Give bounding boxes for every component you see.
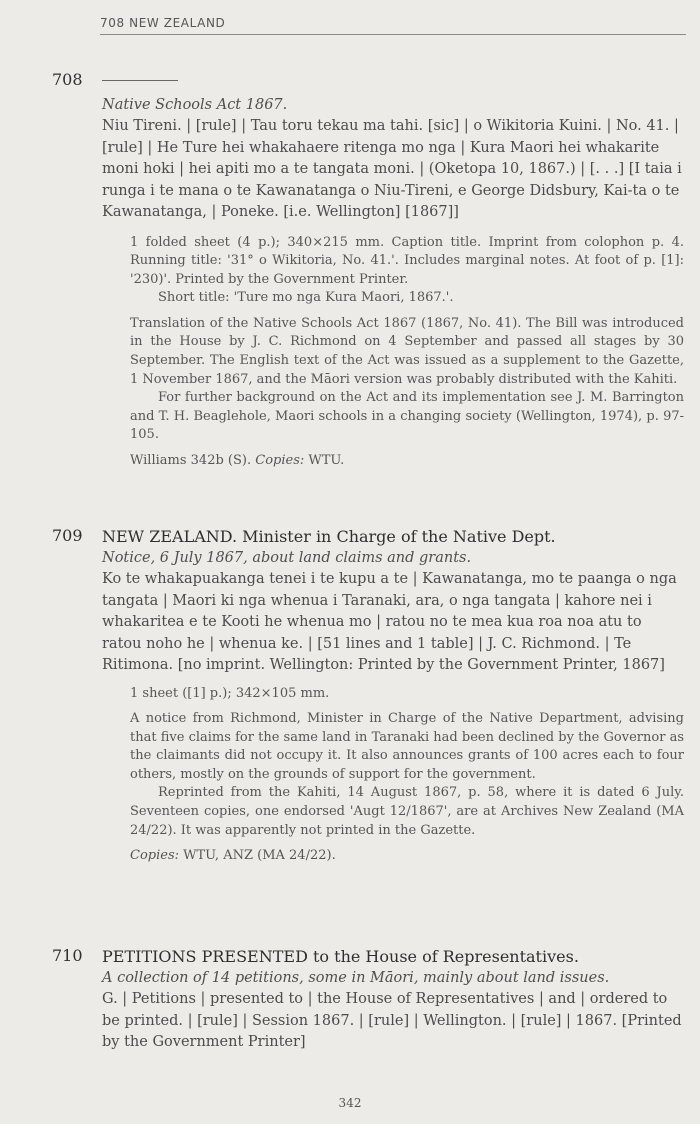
note-paragraph: Reprinted from the Kahiti, 14 August 1867, p. 58, where it is dated 6 July. Seventeen copies, one endorsed 'Augt 12/1867', are at Archives New Zealand (MA 24/22). It was apparently not printed in the Gazette. (130, 785, 684, 838)
physical-description: 1 folded sheet (4 p.); 340×215 mm. Caption title. Imprint from colophon p. 4. Running title: '31° o Wikitoria, No. 41.'. Includes marginal notes. At foot of p. [1]: '230)'. Printed by the Government Printer. (130, 234, 684, 287)
note-paragraph: For further background on the Act and its implementation see J. M. Barrington and T. H. Beaglehole, Maori schools in a changing society (Wellington, 1974), p. 97-105. (130, 390, 684, 443)
references: Williams 342b (S). Copies: WTU. (130, 453, 345, 469)
references (130, 847, 684, 866)
short-title: Short title: 'Ture mo nga Kura Maori, 1867.'. (158, 290, 454, 306)
entry-heading: PETITIONS PRESENTED to the House of Representatives. (102, 947, 579, 966)
copies: WTU. (308, 453, 345, 469)
copies: WTU, ANZ (MA 24/22). (183, 848, 336, 864)
copies-label: Copies: (130, 848, 179, 864)
entry-notes (130, 234, 684, 471)
entry-number: 710 (52, 946, 83, 965)
physical-description: 1 sheet ([1] p.); 342×105 mm. (130, 685, 330, 701)
note-paragraph: A notice from Richmond, Minister in Charge of the Native Department, advising that five claims for the same land in Taranaki had been declined by the Governor as the claimants did not occupy it. It also announces grants of 100 acres each to four others, mostly on the grounds of support for the government. (130, 711, 684, 782)
entry-number: 709 (52, 526, 83, 545)
entry-subtitle: Native Schools Act 1867. (102, 97, 288, 113)
entry-heading: NEW ZEALAND. Minister in Charge of the Native Dept. (102, 527, 556, 546)
copies-label: Copies: (255, 453, 305, 469)
entry-transcript: G. | Petitions | presented to | the House of Representatives | and | ordered to be printed. | [rule] | Session 1867. | [rule] | Wellington. | [rule] | 1867. [Printed by the Government Printer] (102, 991, 682, 1050)
entry-transcript: Niu Tireni. | [rule] | Tau toru tekau ma tahi. [sic] | o Wikitoria Kuini. | No. 41. | [rule] | He Ture hei whakahaere ritenga mo nga | Kura Maori hei whakarite moni hoki | hei apiti mo a te tangata moni. | (Oketopa 10, 1867.) | [. . .] [I taia i runga i te mana o te Kawanatanga o Niu-Tireni, e George Didsbury, Kai-ta o te Kawanatanga, | Poneke. [i.e. Wellington] [1867]] (102, 118, 682, 220)
page-number: 342 (338, 1096, 362, 1110)
heading-dash (102, 80, 178, 81)
entry-notes (130, 685, 684, 866)
entry-number: 708 (52, 70, 83, 89)
entry-subtitle: A collection of 14 petitions, some in Māori, mainly about land issues. (102, 970, 610, 986)
entry-subtitle: Notice, 6 July 1867, about land claims and grants. (102, 550, 472, 566)
entry-heading-rule (102, 70, 684, 92)
running-head: 708 NEW ZEALAND (100, 16, 686, 35)
note-paragraph: Translation of the Native Schools Act 1867 (1867, No. 41). The Bill was introduced in the House by J. C. Richmond on 4 September and passed all stages by 30 September. The English text of the Act was issued as a supplement to the Gazette, 1 November 1867, and the Māori version was probably distributed with the Kahiti. (130, 315, 684, 387)
entry-transcript: Ko te whakapuakanga tenei i te kupu a te | Kawanatanga, mo te paanga o nga tangata | Maori ki nga whenua i Taranaki, ara, o nga tangata | kahore nei i whakaritea e te Kooti he whenua mo | ratou no te mea kua roa noa atu to ratou noho he | whenua ke. | [51 lines and 1 table] | J. C. Richmond. | Te Ritimona. [no imprint. Wellington: Printed by the Government Printer, 1867] (102, 571, 677, 673)
